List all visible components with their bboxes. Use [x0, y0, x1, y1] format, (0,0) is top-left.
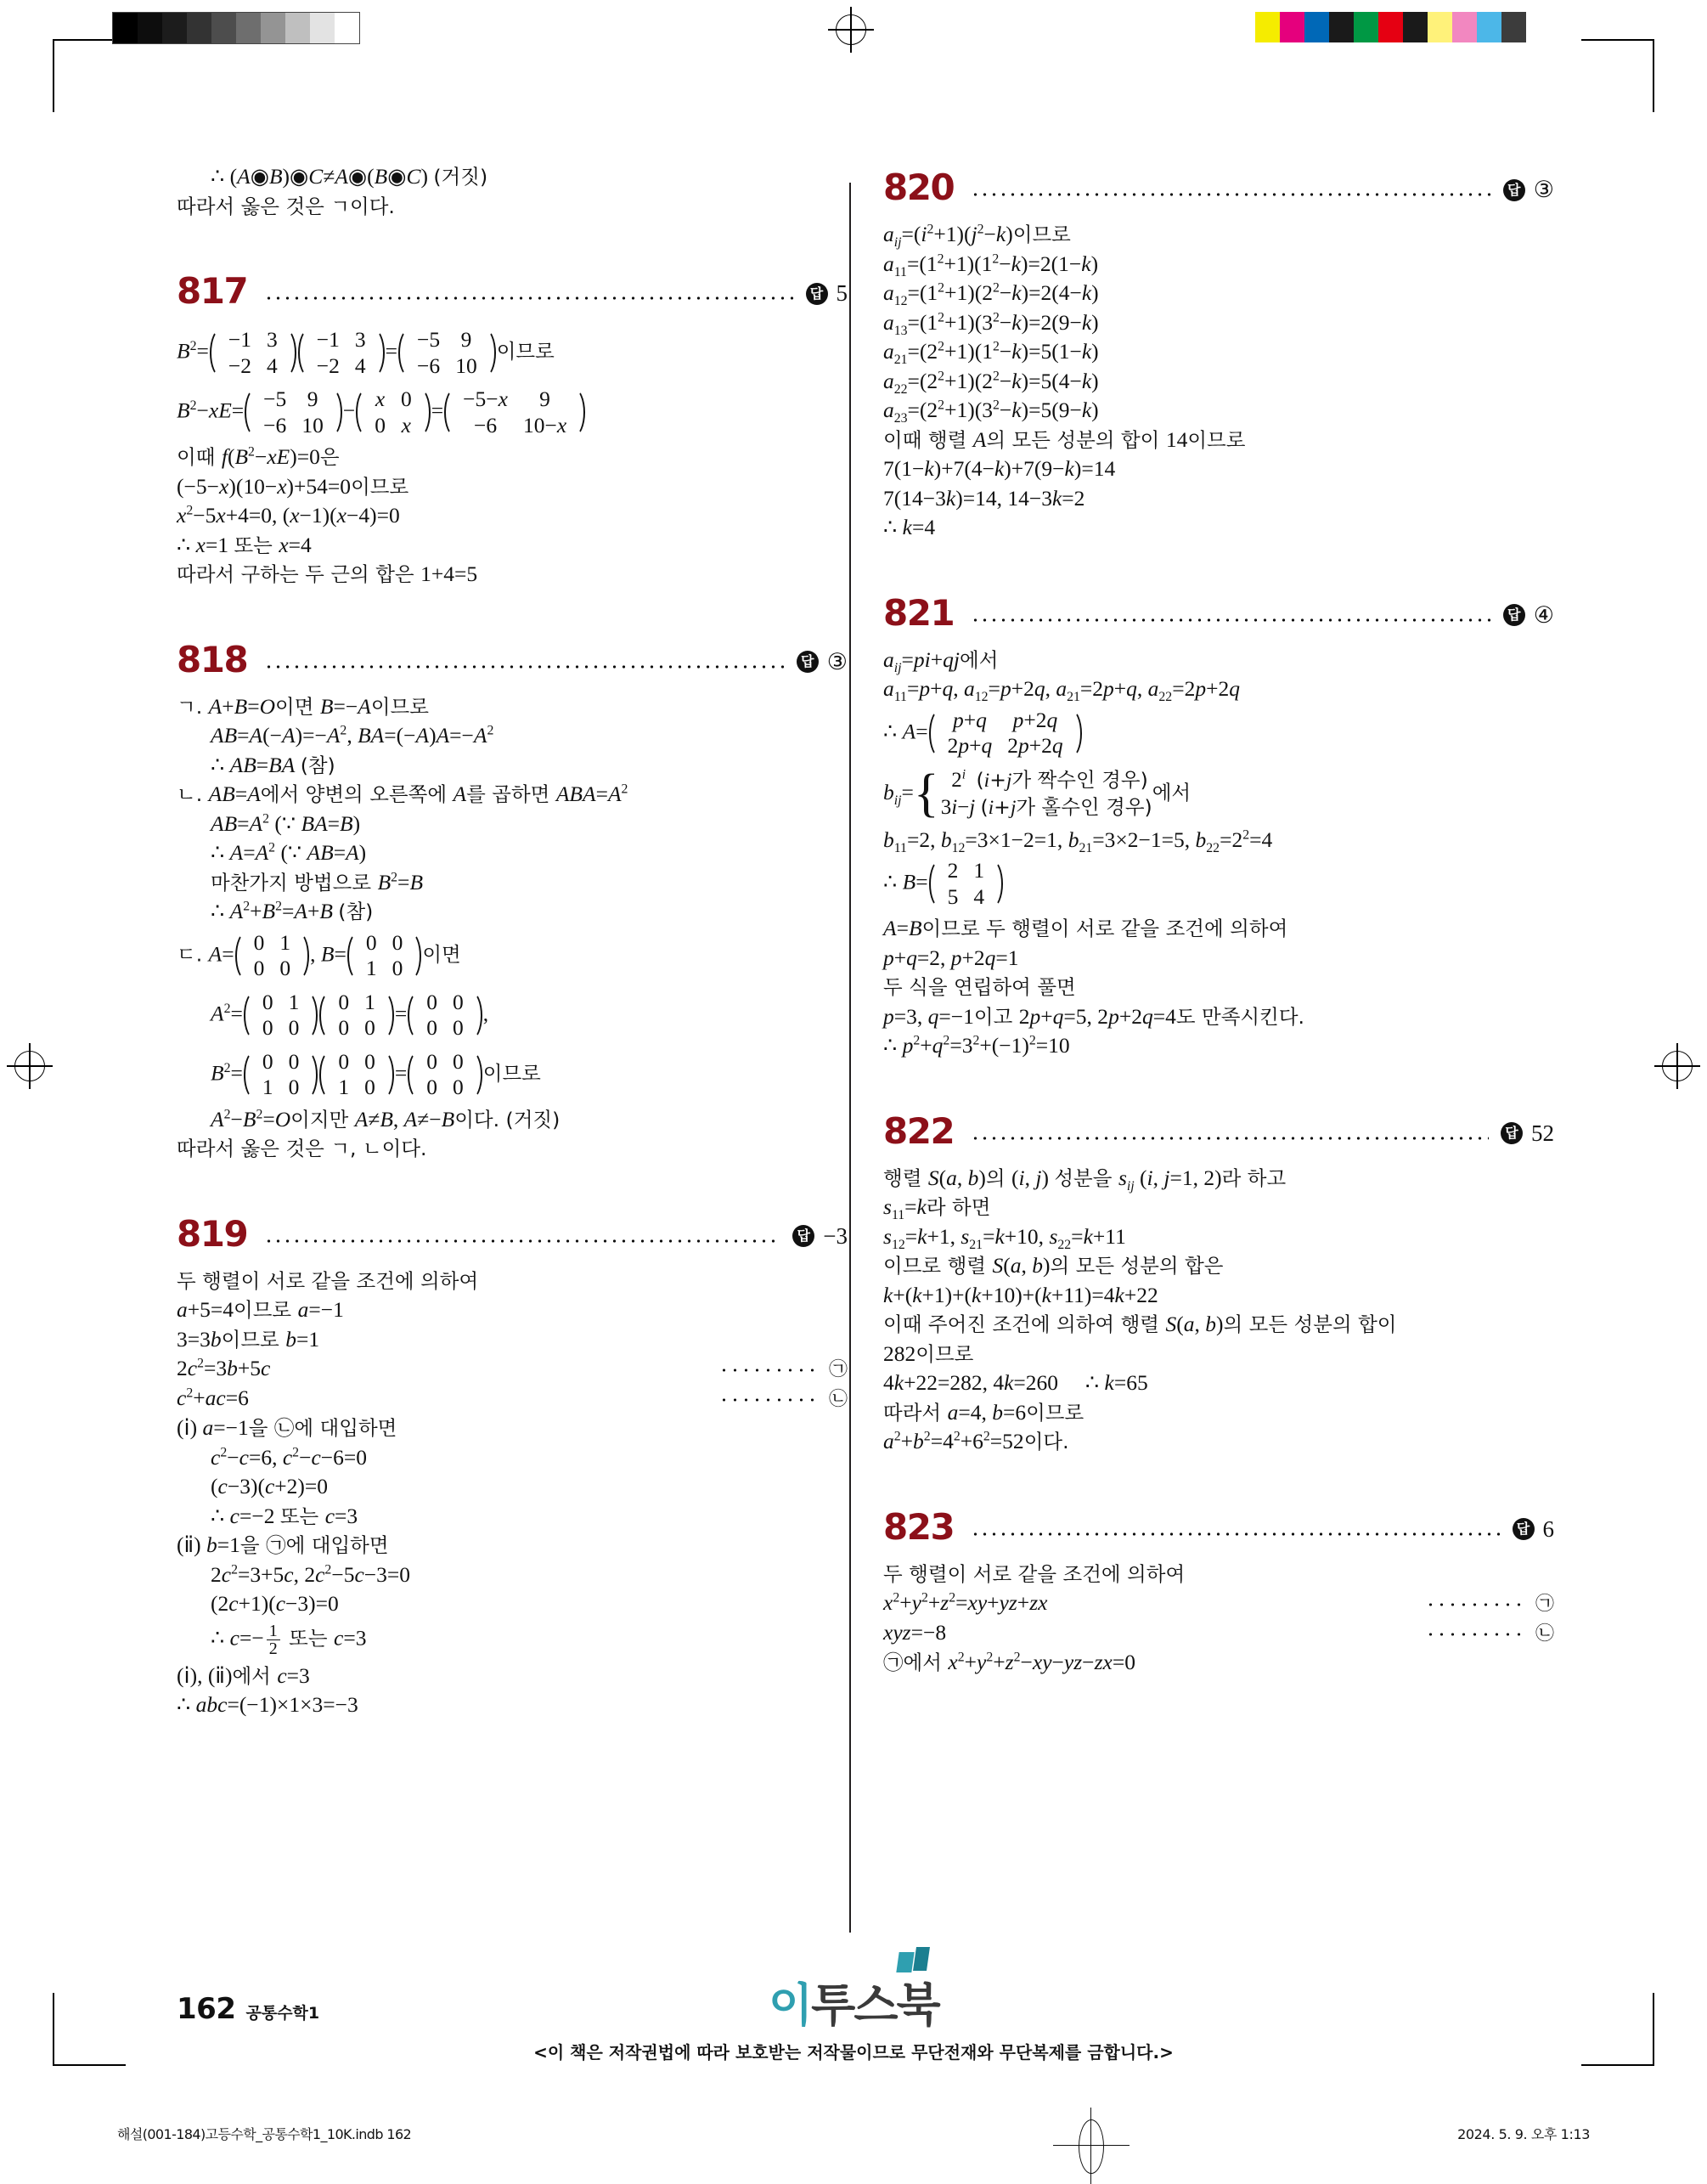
solution-line: (2c+1)(c−3)=0: [211, 1591, 339, 1617]
answer-label-icon: 답: [1503, 604, 1525, 626]
answer-value: ④: [1533, 601, 1554, 628]
leader-dots: [264, 1239, 780, 1243]
answer-value: 52: [1531, 1120, 1554, 1146]
solution-line: a+5=4이므로 a=−1: [177, 1297, 344, 1323]
matrix: 0 0 0 0: [408, 1049, 482, 1101]
page-subject: 공통수학1: [245, 2004, 320, 2023]
solution-line-body: $x^2+y^2+z^2=xy+yz+zx$: [883, 1590, 1048, 1616]
solution-line: 4k+22=282, 4k=260 ∴ k=65: [883, 1370, 1148, 1396]
problem-number: 818: [177, 639, 248, 681]
solution-line: $a_{21}=(2^2+1)(1^2-k)=5(1-k)$: [883, 339, 1099, 368]
fraction-numerator: 1: [268, 1621, 278, 1640]
solution-line: [177, 1357, 848, 1380]
fraction: [267, 1622, 280, 1657]
copyright-notice: <이 책은 저작권법에 따라 보호받는 저작물이므로 무단전재와 무단복제를 금합니다.>: [533, 2042, 1174, 2063]
solution-line: (−5−x)(10−x)+54=0이므로: [177, 473, 409, 499]
leader-dots: [971, 1532, 1500, 1536]
solution-line: A=B이므로 두 행렬이 서로 같을 조건에 의하여: [883, 916, 1288, 941]
answer-badge: [1503, 601, 1554, 628]
solution-line: 7(1−k)+7(4−k)+7(9−k)=14: [883, 456, 1116, 481]
print-file-info: 해설(001-184)고등수학_공통수학1_10K.indb 162: [117, 2126, 412, 2142]
fraction-denominator: 2: [267, 1639, 280, 1657]
matrix: 0 1 0 0: [244, 990, 318, 1041]
matrix: −5 9 −6 10: [245, 387, 342, 438]
matrix: 0 1 0 0: [235, 930, 310, 982]
problem-header-819: [177, 1212, 848, 1256]
answer-value: 6: [1542, 1515, 1554, 1542]
problem-number: 819: [177, 1213, 248, 1256]
solution-line: $a_{11}=p+q$, $a_{12}=p+2q$, $a_{21}=2p+q$, $a_{22}=2p+2q$: [883, 676, 1240, 705]
solution-line: 따라서 구하는 두 근의 합은 1+4=5: [177, 562, 478, 587]
matrix: p+q p+2q 2p+q 2p+2q: [929, 708, 1082, 759]
solution-line: 두 식을 연립하여 풀면: [883, 975, 1076, 1000]
solution-line: ∴ A= p+q p+2q 2p+q 2p+2q: [883, 708, 1554, 759]
solution-line: (ⅰ), (ⅱ)에서 c=3: [177, 1662, 310, 1688]
solution-line: ㉠에서 $x^2+y^2+z^2-xy-yz-zx=0$: [883, 1650, 1135, 1675]
solution-line: $AB=A^2$ (∵ BA=B): [211, 810, 361, 836]
solution-line: $b_{11}=2$, $b_{12}=3\times 1-2=1$, $b_{21}=3\times 2-1=5$, $b_{22}=2^2=4$: [883, 827, 1273, 855]
answer-badge: [1501, 1122, 1554, 1145]
solution-line: ∴ $p^2+q^2=3^2+(-1)^2=10$: [883, 1033, 1070, 1058]
left-brace-icon: {: [913, 765, 939, 823]
problem-header-818: [177, 638, 848, 681]
answer-badge: [1513, 1515, 1555, 1542]
answer-label-icon: 답: [797, 651, 819, 673]
solution-line: $a_{ij}=(i^2+1)(j^2-k)$이므로: [883, 222, 1071, 251]
solution-line: 이므로 행렬 S(a, b)의 모든 성분의 합은: [883, 1253, 1224, 1278]
center-fold-mark-icon: [1053, 2119, 1130, 2172]
problem-header-821: [883, 591, 1554, 634]
solution-line: ∴ x=1 또는 x=4: [177, 532, 312, 557]
solution-line-body: xyz=−8: [883, 1620, 947, 1645]
matrix: 0 0 1 0: [319, 1049, 394, 1101]
solution-line: $b_{ij}=$ { 2$^i$ (i+j가 짝수인 경우) 3i−j (i+j가 홀수인 경우) 에서: [883, 765, 1192, 823]
problem-header-822: [883, 1109, 1554, 1153]
solution-line: ∴ (A◉B)◉C≠A◉(B◉C) (거짓): [211, 164, 488, 189]
solution-line: [883, 1592, 1554, 1614]
solution-line: $a_{ij}=pi+qj$에서: [883, 646, 999, 675]
solution-line: 두 행렬이 서로 같을 조건에 의하여: [177, 1268, 479, 1293]
solution-line: p+q=2, p+2q=1: [883, 945, 1019, 970]
answer-badge: [792, 1222, 848, 1249]
answer-label-icon: 답: [806, 283, 828, 305]
answer-badge: [797, 648, 848, 674]
solution-line: $a_{13}=(1^2+1)(3^2-k)=2(9-k)$: [883, 309, 1099, 338]
solution-line: $B^2=$ −1 3 −2 4 −1 3 −2 4 = −5 9 −6 10 이므로: [177, 327, 555, 378]
solution-line: ㄱ. A+B=O이면 B=−A이므로: [177, 693, 429, 719]
equation-reference: ㉡: [1425, 1625, 1554, 1644]
leader-dots: [264, 665, 785, 669]
problem-number: 822: [883, 1110, 955, 1153]
solution-line: ∴ abc=(−1)×1×3=−3: [177, 1692, 358, 1718]
problem-number: 821: [883, 591, 955, 634]
solution-line: 이때 주어진 조건에 의하여 행렬 S(a, b)의 모든 성분의 합이: [883, 1312, 1397, 1337]
answer-value: ③: [1533, 177, 1554, 202]
problem-header-823: [883, 1505, 1554, 1549]
solution-line: 7(14−3k)=14, 14−3k=2: [883, 485, 1085, 511]
footer-page-number: [177, 1992, 319, 2026]
case-row-2: 3i−j (i+j가 홀수인 경우): [940, 794, 1152, 819]
matrix: 0 1 0 0: [319, 990, 394, 1041]
solution-line: 따라서 옳은 것은 ㄱ이다.: [177, 194, 395, 218]
solution-line: $2c^2=3+5c$, $2c^2-5c-3=0$: [211, 1561, 411, 1587]
solution-line: $s_{12}=k+1$, $s_{21}=k+10$, $s_{22}=k+11$: [883, 1223, 1126, 1252]
solution-line: 282이므로: [883, 1340, 974, 1366]
solution-line: 3=3b이므로 b=1: [177, 1326, 320, 1352]
solution-line: 따라서 옳은 것은 ㄱ, ㄴ이다.: [177, 1137, 427, 1161]
publisher-logo-first-char: 이: [769, 1978, 812, 2032]
answer-label-icon: 답: [792, 1225, 814, 1247]
matrix: 0 0 1 0: [347, 930, 422, 982]
solution-line: $A^2=$ 0 1 0 0 0 1 0 0 = 0 0 0 0 ,: [211, 989, 489, 1041]
answer-label-icon: 답: [1503, 179, 1525, 201]
solution-line: $a_{23}=(2^2+1)(3^2-k)=5(9-k)$: [883, 398, 1099, 426]
solution-line-body: $2c^2=3b+5c$: [177, 1356, 271, 1381]
solution-line: $AB=A(-A)=-A^2$, $BA=(-A)A=-A^2$: [211, 723, 494, 748]
solution-line: (ⅰ) a=−1을 ㉡에 대입하면: [177, 1415, 397, 1441]
solution-line: 두 행렬이 서로 같을 조건에 의하여: [883, 1561, 1186, 1586]
solution-line: 따라서 a=4, b=6이므로: [883, 1399, 1084, 1425]
matrix: −5 9 −6 10: [398, 327, 496, 379]
equation-reference: ㉠: [718, 1361, 848, 1380]
solution-line: 마찬가지 방법으로 $B^2=B$: [211, 869, 424, 894]
publisher-logo-text: [769, 1969, 939, 2034]
solution-line: p=3, q=−1이고 2p+q=5, 2p+2q=4도 만족시킨다.: [883, 1003, 1304, 1029]
matrix: 0 0 1 0: [244, 1049, 318, 1101]
leader-dots: [971, 618, 1491, 622]
answer-value: 5: [836, 280, 848, 306]
solution-line: $a^2+b^2=4^2+6^2=52$이다.: [883, 1429, 1069, 1454]
publisher-logo: [769, 1969, 939, 2034]
solution-line: ㄴ. AB=A에서 양변의 오른쪽에 A를 곱하면 $ABA=A^2$: [177, 782, 628, 807]
solution-line: ∴ c=−2 또는 c=3: [211, 1503, 358, 1528]
answer-label-icon: 답: [1513, 1518, 1535, 1540]
solution-line: ∴ AB=BA (참): [211, 752, 335, 777]
leader-dots: [264, 296, 793, 300]
matrix: x 0 0 x: [356, 387, 431, 438]
solution-line: ∴ $A^2+B^2=A+B$ (참): [211, 899, 374, 924]
solution-line: $a_{11}=(1^2+1)(1^2-k)=2(1-k)$: [883, 251, 1099, 279]
solution-line: $B^2-xE=$ −5 9 −6 10 − x 0 0 x = −5−x 9 −6 10−x: [177, 387, 848, 438]
solution-line-body: $c^2+ac=6$: [177, 1385, 249, 1411]
answer-badge: [1503, 178, 1554, 201]
column-divider: [849, 183, 851, 1933]
matrix: 0 0 0 0: [408, 990, 482, 1041]
solution-line: 행렬 S(a, b)의 (i, j) 성분을 $s_{ij}$ (i, j=1, 2)라 하고: [883, 1165, 1287, 1194]
solution-line: $A^2-B^2=O$이지만 A≠B, A≠−B이다. (거짓): [211, 1106, 561, 1132]
leader-dots: [971, 1137, 1489, 1140]
solution-line: $a_{22}=(2^2+1)(2^2-k)=5(4-k)$: [883, 368, 1099, 397]
solution-line: ∴ c=− $\frac{1}{2}$ 또는 c=3: [211, 1621, 367, 1658]
solution-line: [177, 1387, 848, 1409]
case-row-1: 2$^i$ (i+j가 짝수인 경우): [940, 767, 1148, 792]
answer-value: ③: [826, 648, 848, 674]
print-timestamp: 2024. 5. 9. 오후 1:13: [1457, 2126, 1590, 2142]
answer-badge: [806, 282, 848, 305]
problem-number: 823: [883, 1506, 955, 1549]
solution-line: [883, 1622, 1554, 1644]
solution-line: ∴ B= 2 1 5 4: [883, 858, 1554, 910]
solution-line: $s_{11}=k$라 하면: [883, 1194, 991, 1223]
solution-line: (ⅱ) b=1을 ㉠에 대입하면: [177, 1532, 389, 1558]
problem-number: 820: [883, 166, 955, 209]
right-column: [883, 166, 1554, 1681]
left-column: [177, 166, 848, 1724]
solution-line: ∴ $A=A^2$ (∵ AB=A): [211, 840, 367, 866]
answer-value: −3: [823, 1222, 848, 1249]
problem-header-817: [177, 269, 848, 313]
matrix: −1 3 −2 4: [210, 327, 296, 379]
cases-brace-group: [914, 767, 1152, 821]
answer-label-icon: 답: [1501, 1122, 1523, 1144]
solution-line: $x^2-5x+4=0$, (x−1)(x−4)=0: [177, 503, 400, 528]
solution-line: ∴ k=4: [883, 515, 936, 539]
solution-line: ㄷ. A= 0 1 0 0 , B= 0 0 1 0 이면: [177, 929, 461, 981]
solution-line: $B^2=$ 0 0 1 0 0 0 1 0 = 0 0 0 0 이므로: [211, 1048, 541, 1100]
page-number: 162: [177, 1992, 236, 2026]
problem-number: 817: [177, 270, 248, 313]
solution-line: $c^2-c=6$, $c^2-c-6=0$: [211, 1444, 368, 1470]
equation-reference: ㉡: [718, 1391, 848, 1409]
solution-line: $a_{12}=(1^2+1)(2^2-k)=2(4-k)$: [883, 280, 1099, 309]
publisher-logo-rest: 투스북: [811, 1978, 939, 2032]
equation-reference: ㉠: [1425, 1595, 1554, 1614]
matrix: −1 3 −2 4: [298, 327, 385, 379]
solution-line: (c−3)(c+2)=0: [211, 1474, 329, 1499]
matrix: 2 1 5 4: [929, 858, 1004, 910]
leader-dots: [971, 193, 1491, 196]
solution-line: 이때 $f(B^2-xE)=0$은: [177, 444, 340, 470]
solution-line: k+(k+1)+(k+10)+(k+11)=4k+22: [883, 1282, 1158, 1307]
problem-header-820: [883, 166, 1554, 209]
solution-line: 이때 행렬 A의 모든 성분의 합이 14이므로: [883, 426, 1246, 452]
matrix: −5−x 9 −6 10−x: [444, 387, 585, 438]
